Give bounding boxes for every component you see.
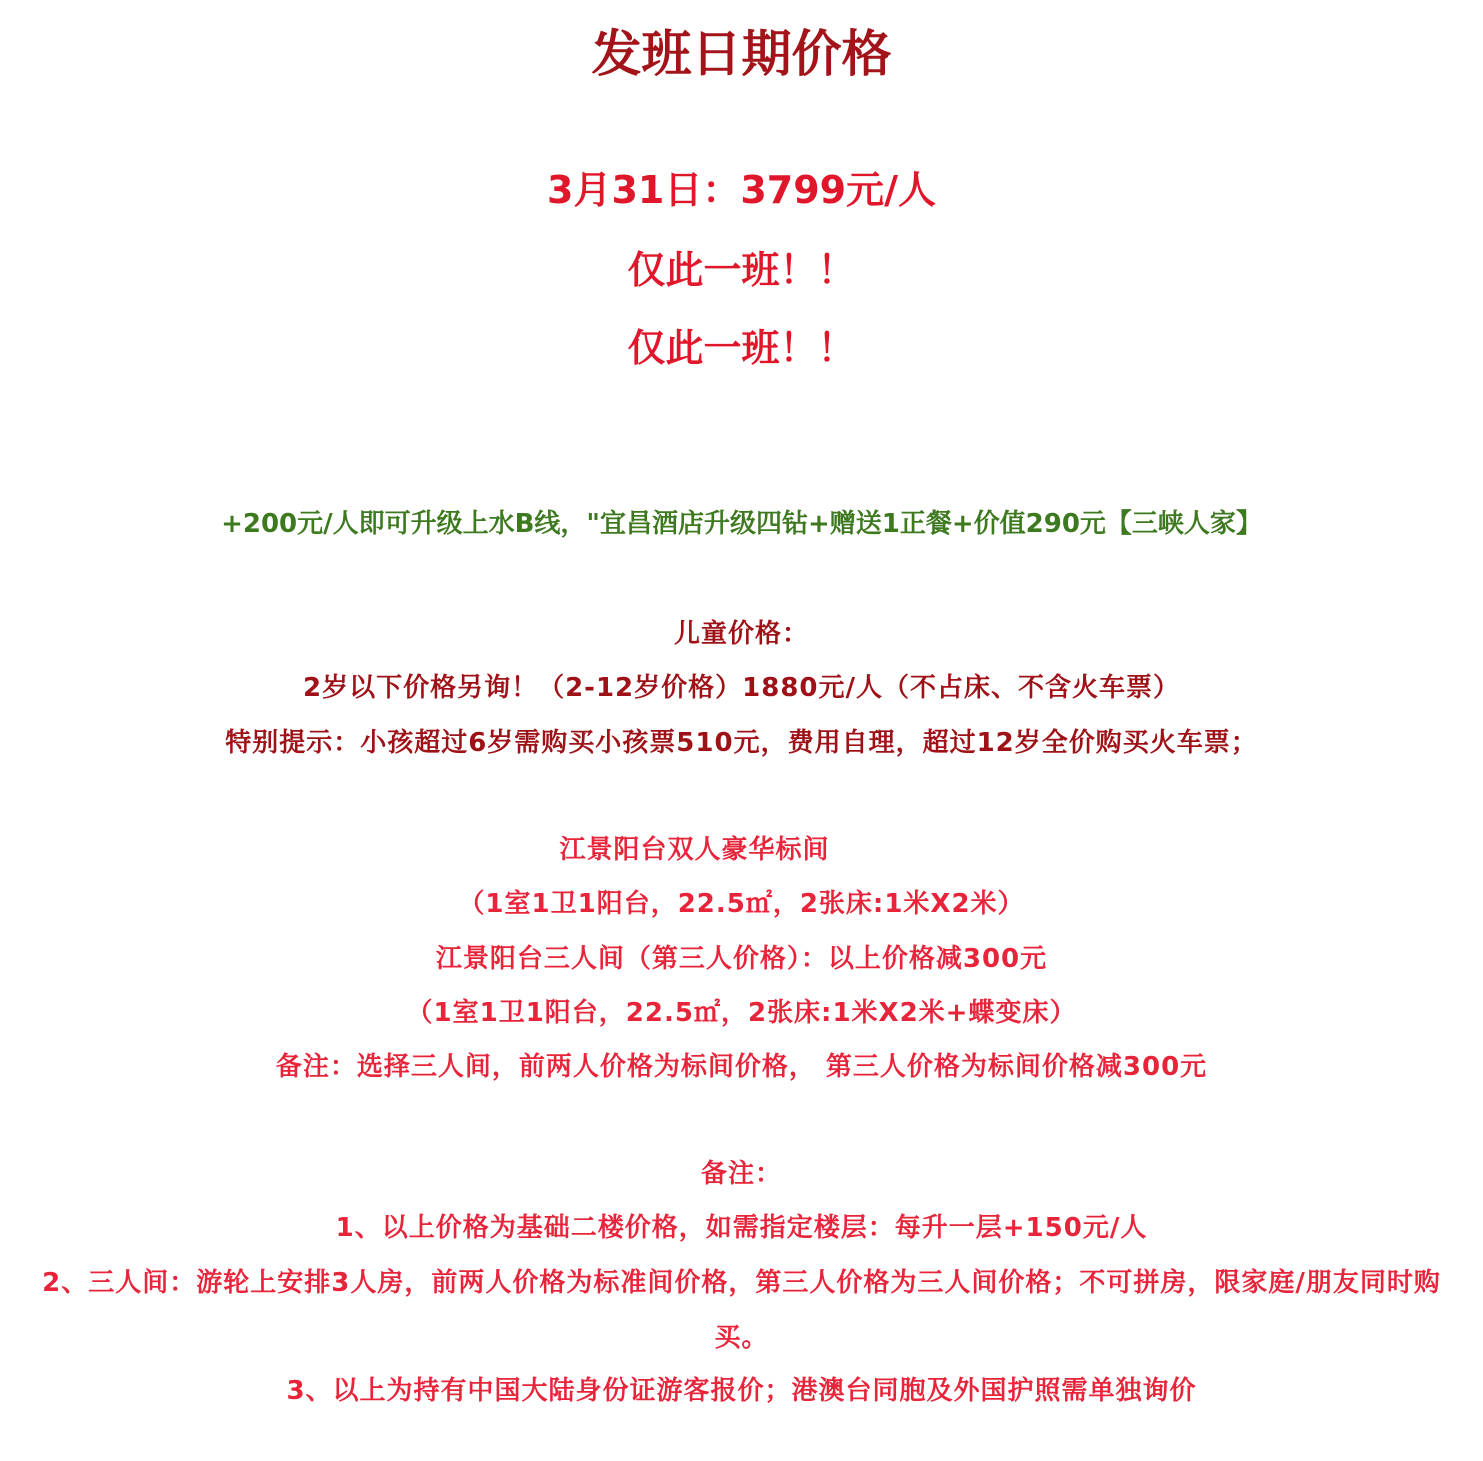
triple-room-name: 江景阳台三人间（第三人价格）：以上价格减300元 <box>435 944 1048 974</box>
departure-date-price: 3月31日：3799元/人 <box>547 168 936 212</box>
only-once-notice-repeat: 仅此一班！！ <box>627 326 856 370</box>
page-title: 发班日期价格 <box>591 25 892 83</box>
twin-room-detail: （1室1卫1阳台，22.5㎡，2张床:1米X2米） <box>458 889 1025 919</box>
triple-room-detail: （1室1卫1阳台，22.5㎡，2张床:1米X2米+蝶变床） <box>406 998 1077 1028</box>
room-note: 备注：选择三人间，前两人价格为标间价格， 第三人价格为标间价格减300元 <box>275 1052 1208 1082</box>
upgrade-offer: +200元/人即可升级上水B线，"宜昌酒店升级四钻+赠送1正餐+价值290元【三峡人家】 <box>221 509 1262 539</box>
child-price-heading: 儿童价格： <box>673 619 809 649</box>
remark-item-1: 1、以上价格为基础二楼价格，如需指定楼层：每升一层+150元/人 <box>335 1213 1148 1243</box>
only-once-notice: 仅此一班！！ <box>627 248 856 292</box>
twin-room-name: 江景阳台双人豪华标间 <box>559 835 830 865</box>
remarks-heading: 备注： <box>700 1159 782 1189</box>
child-special-notice: 特别提示：小孩超过6岁需购买小孩票510元，费用自理，超过12岁全价购买火车票； <box>225 728 1258 758</box>
child-price-details: 2岁以下价格另询！（2-12岁价格）1880元/人（不占床、不含火车票） <box>302 673 1180 703</box>
remark-item-2: 2、三人间：游轮上安排3人房，前两人价格为标准间价格，第三人价格为三人间价格；不可拼房，限家庭/朋友同时购买。 <box>42 1268 1441 1353</box>
remark-item-3: 3、以上为持有中国大陆身份证游客报价；港澳台同胞及外国护照需单独询价 <box>286 1376 1197 1406</box>
